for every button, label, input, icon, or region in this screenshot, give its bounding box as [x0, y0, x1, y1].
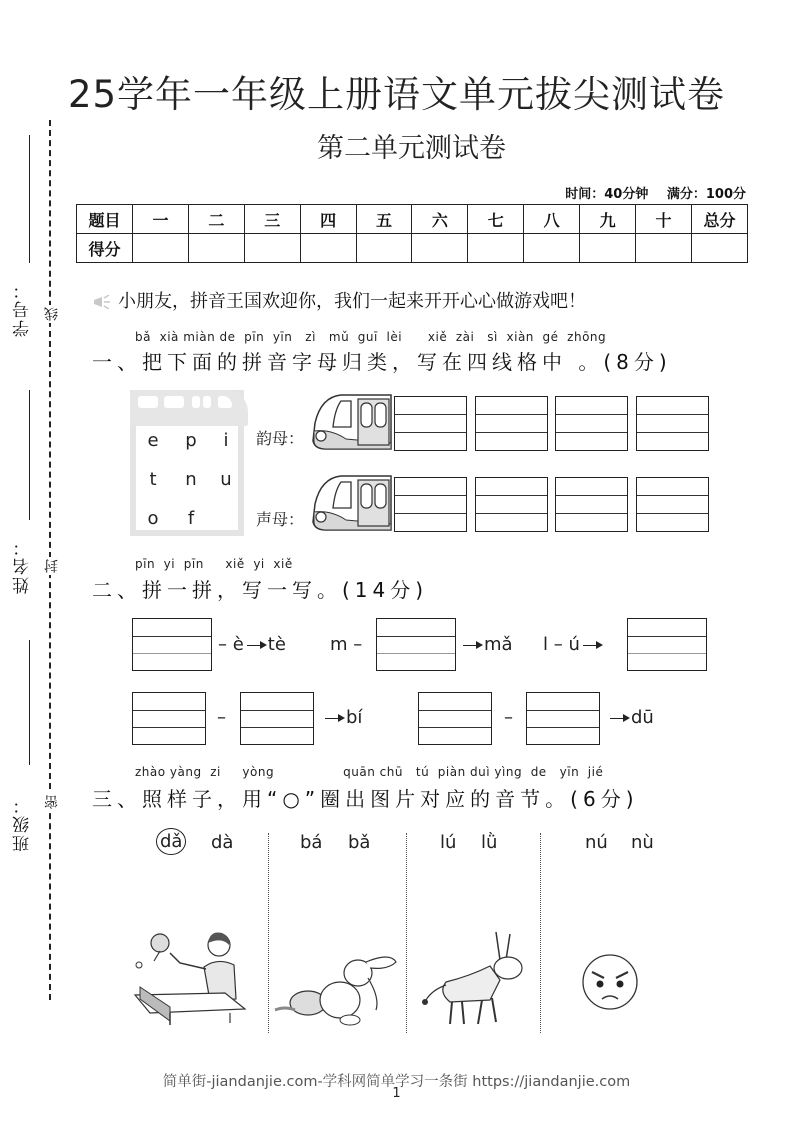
score-header-cell: 八 [524, 205, 580, 234]
page-title: 25学年一年级上册语文单元拔尖测试卷 [67, 73, 726, 116]
consonant-writing-box[interactable] [555, 477, 628, 532]
score-cell[interactable] [300, 234, 356, 263]
footer-watermark: 简单街-jiandanjie.com-学科网简单学习一条街 https://jiandanjie.com [162, 1074, 631, 1090]
q2-dash: – [217, 707, 226, 728]
score-cell[interactable] [468, 234, 524, 263]
syllable-option-circled[interactable]: dǎ [156, 828, 186, 855]
arrow-icon [610, 718, 628, 719]
arrow-icon [583, 645, 601, 646]
syllable-option[interactable]: nù [631, 832, 654, 853]
syllable-option[interactable]: nú [585, 832, 608, 853]
letter-i: i [223, 430, 229, 451]
welcome-line [92, 287, 586, 313]
class-blank [29, 640, 30, 765]
q2-item5-result: dū [607, 707, 654, 728]
score-header-cell: 四 [300, 205, 356, 234]
q1-title: 一、把下面的拼音字母归类，写在四线格中 。(8分) [92, 350, 672, 374]
score-cell[interactable] [524, 234, 580, 263]
exam-meta [551, 183, 746, 202]
q2-writing-box-5[interactable] [240, 692, 314, 745]
page-subtitle: 第二单元测试卷 [317, 133, 506, 164]
name-label: 姓名： [13, 537, 33, 594]
score-header-cell: 一 [133, 205, 189, 234]
q1-pinyin: bǎ xià miàn de pīn yīn zì mǔ guī lèi xiě zài sì xiàn gé zhōng [135, 330, 607, 344]
arrow-icon [247, 645, 265, 646]
seal-word-secret: 密 [44, 795, 60, 809]
score-header-cell: 六 [412, 205, 468, 234]
megaphone-icon [92, 295, 112, 309]
q2-writing-box-7[interactable] [526, 692, 600, 745]
train-icon [311, 474, 393, 532]
arrow-icon [463, 645, 481, 646]
score-cell[interactable] [636, 234, 692, 263]
score-table-score-row [77, 234, 748, 263]
score-header-cell: 二 [188, 205, 244, 234]
score-cell[interactable] [133, 234, 189, 263]
syllable-option[interactable]: dà [211, 832, 234, 853]
full-score-label: 满分：100分 [666, 187, 746, 202]
vowel-writing-box[interactable] [555, 396, 628, 451]
q2-writing-box-1[interactable] [132, 618, 212, 671]
consonant-writing-box[interactable] [394, 477, 467, 532]
letter-e: e [147, 430, 159, 451]
score-header-cell: 总分 [692, 205, 748, 234]
score-cell[interactable] [188, 234, 244, 263]
vowel-writing-box[interactable] [636, 396, 709, 451]
q2-item2-result: mǎ [460, 634, 513, 655]
consonant-writing-box[interactable] [475, 477, 548, 532]
score-header-cell: 九 [580, 205, 636, 234]
angry-face-illustration [580, 952, 640, 1012]
syllable-option[interactable]: lǜ [481, 832, 498, 853]
column-divider [406, 833, 407, 1033]
q2-writing-box-4[interactable] [132, 692, 206, 745]
seal-word-line: 线 [44, 307, 60, 321]
letter-n: n [185, 469, 197, 490]
donkey-illustration [420, 930, 525, 1030]
name-blank [29, 390, 30, 520]
consonant-writing-box[interactable] [636, 477, 709, 532]
q2-title: 二、拼一拼，写一写。(14分) [92, 578, 429, 602]
score-row-label: 得分 [77, 234, 133, 263]
welcome-text: 小朋友，拼音王国欢迎你，我们一起来开开心心做游戏吧！ [118, 291, 586, 312]
q2-writing-box-6[interactable] [418, 692, 492, 745]
q2-item1: – è tè [218, 634, 286, 655]
ping-pong-boy-illustration [130, 925, 250, 1025]
q2-writing-box-2[interactable] [376, 618, 456, 671]
vowel-writing-box[interactable] [394, 396, 467, 451]
score-cell[interactable] [412, 234, 468, 263]
q2-writing-box-3[interactable] [627, 618, 707, 671]
syllable-option[interactable]: bá [300, 832, 323, 853]
score-cell[interactable] [244, 234, 300, 263]
column-divider [540, 833, 541, 1033]
score-header-cell: 五 [356, 205, 412, 234]
score-table [76, 204, 748, 263]
syllable-option[interactable]: lú [440, 832, 457, 853]
letter-p: p [185, 430, 197, 451]
q2-item2-prefix: m – [330, 634, 363, 655]
q2-dash: – [504, 707, 513, 728]
q3-title: 三、照样子，用“○”圈出图片对应的音节。(6分) [92, 787, 639, 811]
seal-word-seal: 封 [44, 559, 60, 573]
score-header-cell: 七 [468, 205, 524, 234]
score-header-cell: 三 [244, 205, 300, 234]
score-cell[interactable] [356, 234, 412, 263]
score-header-cell: 十 [636, 205, 692, 234]
letter-f: f [187, 508, 195, 529]
score-table-header-row [77, 205, 748, 234]
letter-o: o [147, 508, 159, 529]
arrow-icon [325, 718, 343, 719]
column-divider [268, 833, 269, 1033]
score-header-cell: 题目 [77, 205, 133, 234]
q2-item4-result: bí [322, 707, 362, 728]
train-roof-icon [130, 390, 248, 426]
page-number: 1 [392, 1086, 401, 1101]
score-cell[interactable] [580, 234, 636, 263]
consonant-label: 声母： [256, 510, 305, 529]
letter-u: u [220, 469, 232, 490]
total-score-cell[interactable] [692, 234, 748, 263]
time-label: 时间：40分钟 [565, 187, 649, 202]
syllable-option[interactable]: bǎ [348, 832, 371, 853]
rabbit-pulling-carrot-illustration [270, 948, 400, 1028]
student-id-label: 学号： [13, 280, 33, 337]
q3-pinyin: zhào yàng zi yòng quān chū tú piàn duì yìng de yīn jié [135, 765, 604, 779]
letter-t: t [149, 469, 157, 490]
q2-item3: l – ú [543, 634, 604, 655]
vowel-writing-box[interactable] [475, 396, 548, 451]
q2-pinyin: pīn yi pīn xiě yi xiě [135, 557, 293, 571]
vowel-label: 韵母： [256, 429, 305, 448]
class-label: 班级： [13, 795, 33, 852]
train-icon [311, 393, 393, 451]
